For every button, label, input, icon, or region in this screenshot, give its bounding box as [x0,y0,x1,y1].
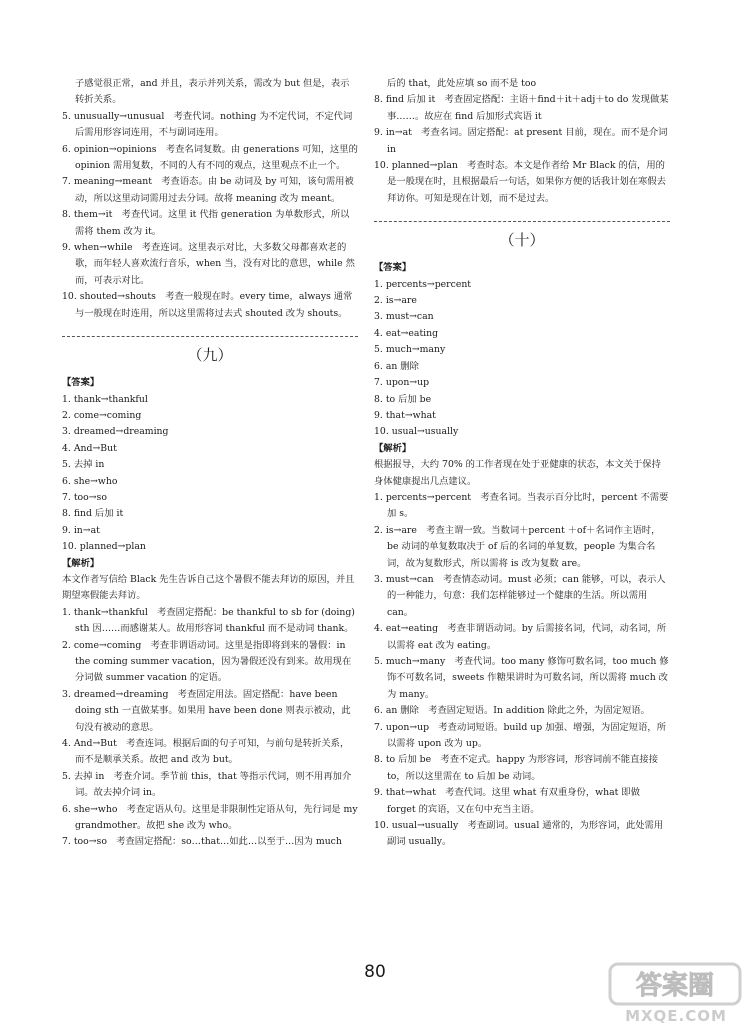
analysis-item: 10. usual→usually 考查副词。usual 通常的，为形容词，此处需用副词 usually。 [374,820,664,848]
answer-item: 5. 去掉 in [62,459,105,471]
analysis-item: 7. too→so 考查固定搭配：so…that…如此…以至于…因为 much [62,836,342,848]
answer-item: 9. that→what [374,409,436,421]
analysis-item: 4. And→But 考查连词。根据后面的句子可知，与前句是转折关系，而不是顺承关系。故把 and 改为 but。 [62,738,350,766]
prev-section-item-4: 8. them→it 考查代词。这里 it 代指 generation 为单数形式，所以需将 them 改为 it。 [62,209,350,237]
right-top-items [374,76,670,207]
answer-item: 6. she→who [62,475,118,487]
answer-item: 7. upon→up [374,377,430,389]
analysis-item: 4. eat→eating 考查非谓语动词。by 后需接名词，代词，动名词，所以需将 eat 改为 eating。 [374,623,667,651]
answer-item: 2. is→are [374,295,417,307]
prev-section-item-1: 8. find 后加 it 考查固定搭配：主语＋find＋it＋adj＋to do 发现做某事……。故应在 find 后加形式宾语 it [374,94,669,122]
analysis-item: 6. an 删除 考查固定短语。In addition 除此之外，为固定短语。 [374,705,650,717]
prev-section-item-5: 9. when→while 考查连词。这里表示对比，大多数父母都喜欢老的歌，而年轻人喜欢流行音乐，when 当，没有对比的意思，while 然而，可表示对比。 [62,242,355,286]
prev-section-item-3: 10. planned→plan 考查时态。本文是作者给 Mr Black 的信，用的是一般现在时，且根据最后一句话，如果你方便的话我计划在寒假去拜访你。可知是现在计划，而不是过去。 [374,160,666,204]
analysis-item: 9. that→what 考查代词。这里 what 有双重身份，what 即做 forget 的宾语，又在句中充当主语。 [374,787,640,815]
left-top-items [62,76,358,322]
analysis-item: 1. percents→percent 考查名词。当表示百分比时，percent 不需要加 s。 [374,491,669,520]
analysis-list-9 [62,605,358,851]
answer-item: 7. too→so [62,491,107,503]
right-column [374,76,670,851]
answer-item: 1. percents→percent [374,278,472,290]
answer-item: 4. eat→eating [374,327,439,339]
answer-heading-10: 【答案】 [374,262,412,274]
watermark-text-cn: 答案圈 [635,971,715,1001]
analysis-intro-9: 本文作者写信给 Black 先生告诉自己这个暑假不能去拜访的原因，并且期望寒假能去拜访。 [62,573,355,602]
answer-item: 4. And→But [62,442,117,454]
answer-item: 3. must→can [374,311,434,323]
answer-item: 5. much→many [374,344,446,356]
prev-section-item-2: 6. opinion→opinions 考查名词复数。由 generations 可知，这里的 opinion 需用复数，不同的人有不同的观点，这里观点不止一个。 [62,143,358,172]
watermark-text-url: MXQE.COM [625,1007,727,1025]
analysis-heading-10: 【解析】 [374,442,412,454]
answer-item: 10. usual→usually [374,426,459,438]
prev-section-item-3: 7. meaning→meant 考查语态。由 be 动词及 by 可知，该句需用被动，所以这里动词需用过去分词。故将 meaning 改为 meant。 [62,176,354,204]
section-divider-10 [374,221,670,222]
prev-section-item-0: 后的 that，此处应填 so 而不是 too [387,78,537,89]
answer-item: 3. dreamed→dreaming [62,426,169,438]
analysis-intro-10: 根据报导，大约 70% 的工作者现在处于亚健康的状态，本文关于保持身体健康提出几点建议。 [374,459,661,487]
answer-item: 10. planned→plan [62,541,146,553]
analysis-item: 3. dreamed→dreaming 考查固定用法。固定搭配：have been doing sth 一直做某事。如果用 have been done 则表示被动，此句没有被动的意思。 [62,688,351,733]
answer-list-10 [374,277,670,441]
analysis-item: 3. must→can 考查情态动词。must 必须；can 能够，可以，表示人的一种能力，句意：我们怎样能够过一个健康的生活。所以需用 can。 [374,573,666,618]
left-column [62,76,358,851]
answer-heading-9: 【答案】 [62,377,100,389]
analysis-item: 5. much→many 考查代词。too many 修饰可数名词，too much 修饰不可数名词，sweets 作糖果讲时为可数名词，所以需将 much 改为 many。 [374,656,669,700]
answer-item: 6. an 删除 [374,360,419,372]
answer-item: 8. find 后加 it [62,508,124,520]
analysis-item: 5. 去掉 in 考查介词。季节前 this，that 等指示代词，则不用再加介词。故去掉介词 in。 [62,770,352,799]
watermark-logo [606,960,746,1026]
analysis-item: 1. thank→thankful 考查固定搭配：be thankful to sb for (doing) sth 因……而感谢某人。故用形容词 thankful 而不是动词 thank。 [62,606,355,635]
answer-list-9 [62,392,358,556]
analysis-item: 7. upon→up 考查动词短语。build up 加强、增强，为固定短语，所以需将 upon 改为 up。 [374,721,666,750]
prev-section-item-1: 5. unusually→unusual 考查代词。nothing 为不定代词，不定代词后需用形容词连用，不与副词连用。 [62,110,353,139]
prev-section-item-6: 10. shouted→shouts 考查一般现在时。every time，always 通常与一般现在时连用，所以这里需将过去式 shouted 改为 shouts。 [62,291,353,319]
analysis-item: 2. is→are 考查主谓一致。当数词＋percent ＋of＋名词作主语时，be 动词的单复数取决于 of 后的名词的单复数，people 为集合名词，故为复数形式，所以需将 is 改为复数 are。 [374,524,661,569]
answer-item: 9. in→at [62,524,100,536]
analysis-list-10 [374,490,670,851]
analysis-item: 8. to 后加 be 考查不定式。happy 为形容词，形容词前不能直接接 to，所以这里需在 to 后加 be 动词。 [374,754,658,782]
prev-section-item-0: 子感觉很正常，and 并且，表示并列关系，需改为 but 但是，表示转折关系。 [75,78,350,106]
analysis-item: 2. come→coming 考查非谓语动词。这里是指即将到来的暑假：in the coming summer vacation，因为暑假还没有到来。故用现在分词做 summer vacation 的定语。 [62,639,352,684]
analysis-heading-9: 【解析】 [62,557,100,569]
section-title-10: （十） [499,231,545,250]
section-divider-9 [62,336,358,337]
answer-item: 8. to 后加 be [374,393,432,405]
page-number: 80 [364,962,386,982]
prev-section-item-2: 9. in→at 考查名词。固定搭配：at present 目前，现在。而不是介词 in [374,127,668,155]
analysis-item: 6. she→who 考查定语从句。这里是非限制性定语从句，先行词是 my grandmother。故把 she 改为 who。 [62,803,358,832]
section-title-9: （九） [187,346,233,365]
answer-item: 2. come→coming [62,409,142,421]
answer-item: 1. thank→thankful [62,393,148,405]
